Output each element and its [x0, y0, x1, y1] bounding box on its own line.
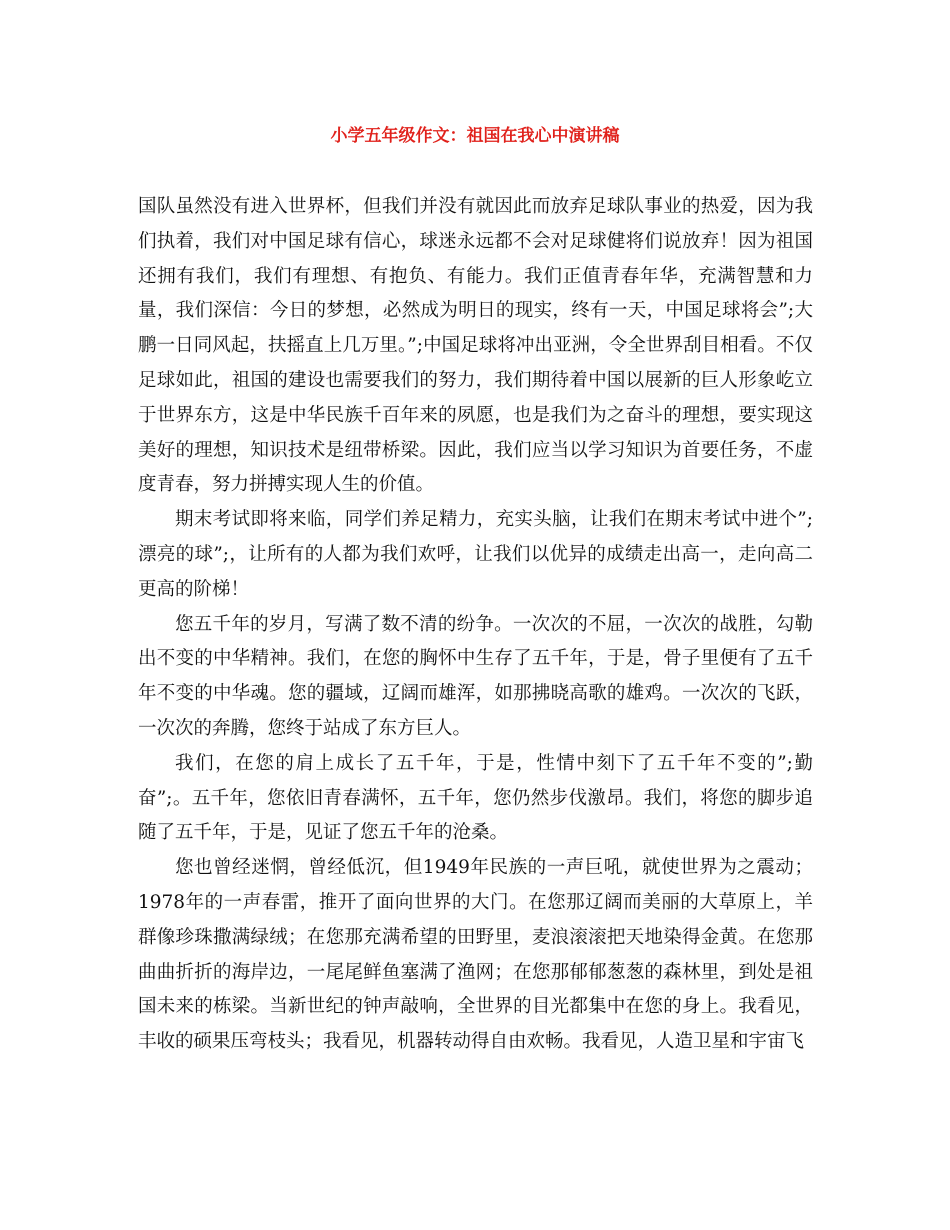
paragraph: 您五千年的岁月，写满了数不清的纷争。一次次的不屈，一次次的战胜，勾勒出不变的中华精神。我们，在您的胸怀中生存了五千年，于是，骨子里便有了五千年不变的中华魂。您的疆域，辽阔而雄浑，如那拂晓高歌的雄鸡。一次次的飞跃，一次次的奔腾，您终于站成了东方巨人。: [138, 613, 813, 739]
document-body: [138, 190, 813, 1060]
paragraph: 我们，在您的肩上成长了五千年，于是，性情中刻下了五千年不变的”;勤奋”;。五千年，您依旧青春满怀，五千年，您仍然步伐激昂。我们，将您的脚步追随了五千年，于是，见证了您五千年的沧桑。: [138, 752, 813, 844]
paragraph: 您也曾经迷惘，曾经低沉，但1949年民族的一声巨吼，就使世界为之震动；1978年的一声春雷，推开了面向世界的大门。在您那辽阔而美丽的大草原上，羊群像珍珠撒满绿绒；在您那充满希望的田野里，麦浪滚滚把天地染得金黄。在您那曲曲折折的海岸边，一尾尾鲜鱼塞满了渔网；在您那郁郁葱葱的森林里，到处是祖国未来的栋梁。当新世纪的钟声敲响，全世界的目光都集中在您的身上。我看见，丰收的硕果压弯枝头；我看见，机器转动得自由欢畅。我看见，人造卫星和宇宙飞: [138, 857, 813, 1053]
paragraph: 国队虽然没有进入世界杯，但我们并没有就因此而放弃足球队事业的热爱，因为我们执着，我们对中国足球有信心，球迷永远都不会对足球健将们说放弃！因为祖国还拥有我们，我们有理想、有抱负、有能力。我们正值青春年华，充满智慧和力量，我们深信：今日的梦想，必然成为明日的现实，终有一天，中国足球将会”;大鹏一日同风起，扶摇直上几万里。”;中国足球将冲出亚洲，令全世界刮目相看。不仅足球如此，祖国的建设也需要我们的努力，我们期待着中国以展新的巨人形象屹立于世界东方，这是中华民族千百年来的夙愿，也是我们为之奋斗的理想，要实现这美好的理想，知识技术是纽带桥梁。因此，我们应当以学习知识为首要任务，不虚度青春，努力拼搏实现人生的价值。: [138, 196, 813, 496]
document-title: 小学五年级作文：祖国在我心中演讲稿: [330, 126, 620, 146]
paragraph: 期末考试即将来临，同学们养足精力，充实头脑，让我们在期末考试中进个”;漂亮的球”;，让所有的人都为我们欢呼，让我们以优异的成绩走出高一，走向高二更高的阶梯！: [138, 509, 813, 600]
